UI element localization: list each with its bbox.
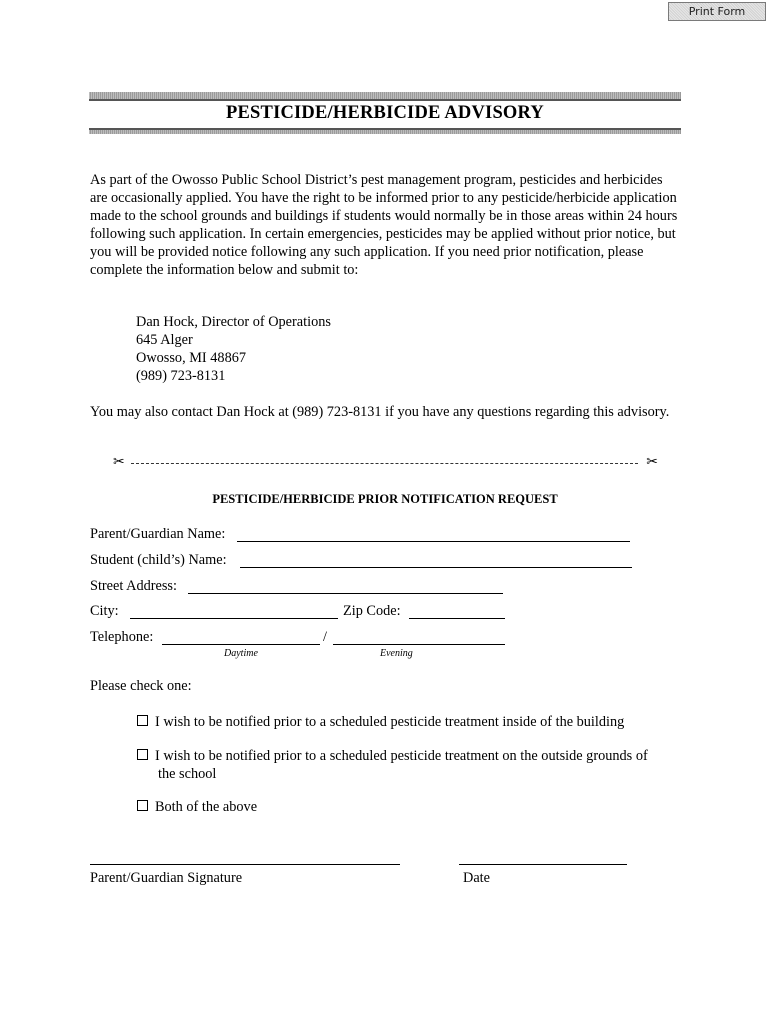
contact-city: Owosso, MI 48867 (136, 350, 247, 366)
contact-phone: (989) 723-8131 (136, 368, 226, 384)
scissors-icon: ✂ (113, 454, 125, 470)
intro-paragraph: As part of the Owosso Public School District’s pest management program, pesticides and herbicides are occasionally applied. You have the right to be informed prior to any pesticide/herbicide application made to the school grounds and buildings if students would normally be in those areas within 24 hours following such application. In certain emergencies, pesticides may be applied without prior notice, but you will be provided notice following any such application. If you need prior notification, please complete the information below and submit to: (90, 172, 678, 278)
checkbox-both[interactable] (137, 800, 148, 811)
zip-code-field[interactable] (409, 618, 505, 619)
title-rule-bottom (89, 128, 681, 134)
phone-separator: / (323, 629, 327, 645)
option-inside-label: I wish to be notified prior to a scheduled pesticide treatment inside of the building (155, 714, 625, 730)
date-label: Date (463, 870, 490, 886)
title-rule-top (89, 92, 681, 101)
print-form-button[interactable]: Print Form (668, 2, 766, 21)
contact-name: Dan Hock, Director of Operations (136, 314, 331, 330)
option-outside-grounds[interactable] (137, 747, 648, 765)
contact-street: 645 Alger (136, 332, 193, 348)
parent-name-label: Parent/Guardian Name: (90, 526, 226, 542)
student-name-label: Student (child’s) Name: (90, 552, 227, 568)
page-title: PESTICIDE/HERBICIDE ADVISORY (226, 103, 544, 123)
checkbox-outside-grounds[interactable] (137, 749, 148, 760)
check-prompt: Please check one: (90, 678, 192, 694)
daytime-caption: Daytime (224, 648, 258, 659)
checkbox-inside-building[interactable] (137, 715, 148, 726)
evening-caption: Evening (380, 648, 413, 659)
contact-address (136, 313, 331, 385)
option-both[interactable] (137, 798, 257, 816)
signature-label: Parent/Guardian Signature (90, 870, 243, 886)
date-field[interactable] (459, 864, 627, 865)
option-outside-label: I wish to be notified prior to a scheduled pesticide treatment on the outside grounds of (155, 748, 648, 764)
followup-paragraph: You may also contact Dan Hock at (989) 723-8131 if you have any questions regarding this advisory. (90, 404, 670, 420)
option-outside-label-cont: the school (158, 766, 217, 782)
evening-phone-field[interactable] (333, 644, 505, 645)
telephone-label: Telephone: (90, 629, 154, 645)
request-title: PESTICIDE/HERBICIDE PRIOR NOTIFICATION REQUEST (212, 492, 558, 506)
street-address-label: Street Address: (90, 578, 177, 594)
student-name-field[interactable] (240, 567, 632, 568)
daytime-phone-field[interactable] (162, 644, 320, 645)
signature-field[interactable] (90, 864, 400, 865)
cut-line (113, 454, 658, 472)
option-inside-building[interactable] (137, 713, 624, 731)
street-address-field[interactable] (188, 593, 503, 594)
scissors-icon: ✂ (646, 454, 658, 470)
city-field[interactable] (130, 618, 338, 619)
option-both-label: Both of the above (155, 799, 258, 815)
parent-name-field[interactable] (237, 541, 630, 542)
city-label: City: (90, 603, 119, 619)
zip-code-label: Zip Code: (343, 603, 401, 619)
dashed-divider (131, 463, 638, 464)
